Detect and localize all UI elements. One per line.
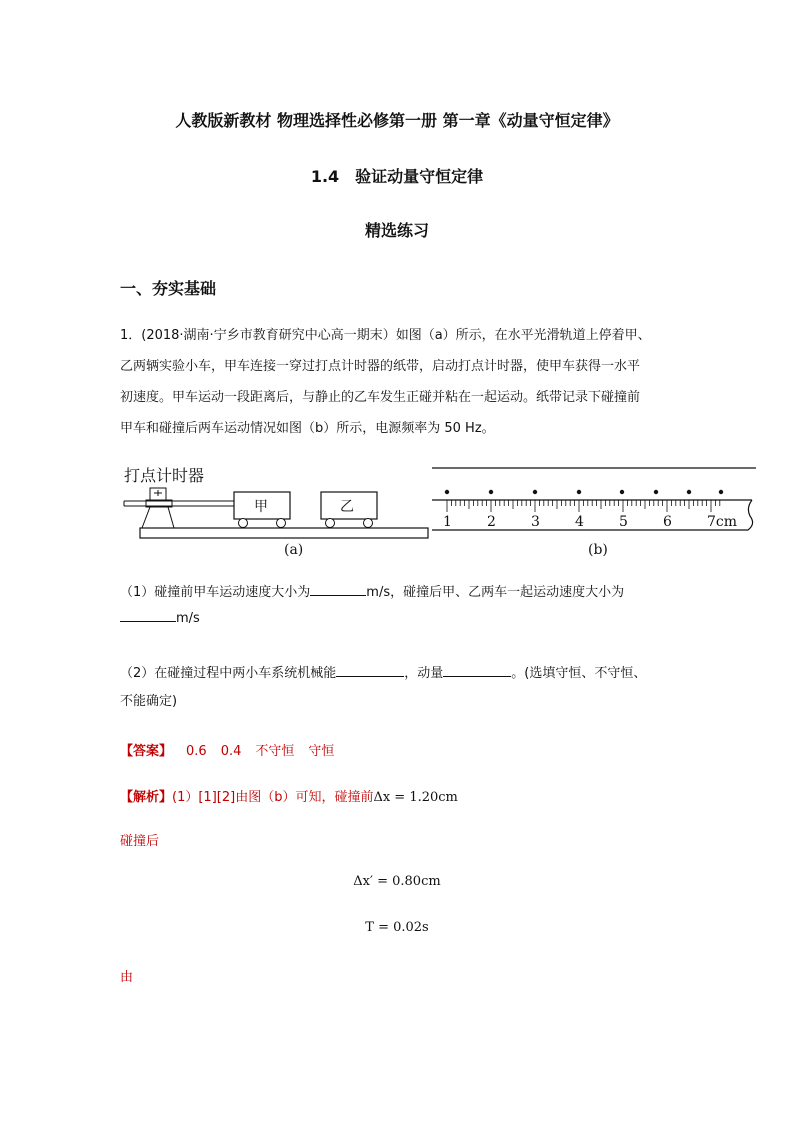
answer-value: 0.6 (186, 744, 207, 759)
figure-b (430, 460, 760, 564)
sub-question-text: m/s，碰撞后甲、乙两车一起运动速度大小为 (366, 585, 625, 600)
timer-label: 打点计时器 (124, 466, 205, 485)
equation: Δx′ = 0.80cm (353, 874, 441, 889)
answer-line (120, 736, 680, 767)
tape-dot (489, 490, 493, 494)
caption-b: (b) (588, 542, 608, 558)
lesson-subtitle: 1.4 验证动量守恒定律 (310, 167, 484, 186)
question-line: 1．(2018·湖南·宁乡市教育研究中心高一期末）如图（a）所示，在水平光滑轨道上停着甲、 (120, 328, 651, 343)
figure-a (118, 460, 434, 564)
sub-question-text: （2）在碰撞过程中两小车系统机械能 (120, 666, 337, 681)
document-title: 人教版新教材 物理选择性必修第一册 第一章《动量守恒定律》 (175, 111, 619, 130)
question-line: 乙两辆实验小车，甲车连接一穿过打点计时器的纸带，启动打点计时器，使甲车获得一水平 (120, 359, 641, 374)
question-1 (120, 320, 680, 444)
sub-question-text: （1）碰撞前甲车运动速度大小为 (120, 585, 311, 600)
question-line: 甲车和碰撞后两车运动情况如图（b）所示，电源频率为 50 Hz。 (120, 421, 495, 436)
answer-label: 【答案】 (120, 744, 173, 759)
tape-dot (445, 490, 449, 494)
analysis-text: 由 (120, 970, 134, 985)
ruler-label: 4 (575, 514, 584, 530)
ruler-label: 3 (531, 514, 540, 530)
answer-blank[interactable] (310, 583, 366, 596)
cart-b (321, 492, 377, 528)
answer-value: 不守恒 (255, 744, 295, 759)
sub-question-text: 。(选填守恒、不守恒、 (511, 666, 647, 681)
sub-question-1 (120, 580, 680, 632)
ruler-label: 5 (619, 514, 628, 530)
track (140, 528, 428, 538)
analysis-line (120, 782, 680, 813)
tape-dot (577, 490, 581, 494)
ruler-labels (443, 514, 737, 530)
ruler-ticks (447, 500, 720, 512)
equation: Δx = 1.20cm (373, 790, 458, 805)
sub-question-text: ，动量 (404, 666, 444, 681)
tape-dot (533, 490, 537, 494)
analysis-text: (1）[1][2]由图（b）可知，碰撞前 (172, 790, 374, 805)
caption-a: (a) (284, 542, 304, 558)
answer-blank[interactable] (443, 664, 511, 677)
answer-value: 0.4 (220, 744, 242, 759)
section-name: 精选练习 (364, 221, 429, 240)
cart-b-label: 乙 (340, 499, 354, 515)
tape-dot (620, 490, 624, 494)
tape-dot (654, 490, 658, 494)
analysis-label: 【解析】 (120, 790, 173, 805)
cart-a-label: 甲 (254, 499, 268, 515)
sub-question-2 (120, 660, 680, 716)
answer-blank[interactable] (120, 609, 176, 622)
sub-question-text: 不能确定) (120, 694, 178, 709)
section-heading: 一、夯实基础 (120, 279, 217, 298)
sub-question-text: m/s (176, 611, 200, 626)
equation: T = 0.02s (365, 920, 429, 935)
ruler-label: 1 (443, 514, 452, 530)
ruler-label: 2 (487, 514, 496, 530)
timer-icon (142, 488, 174, 528)
question-line: 初速度。甲车运动一段距离后，与静止的乙车发生正碰并粘在一起运动。纸带记录下碰撞前 (120, 390, 641, 405)
ruler-label: 7cm (707, 514, 738, 530)
tape-dot (687, 490, 691, 494)
ruler-label: 6 (663, 514, 672, 530)
answer-value: 守恒 (308, 744, 335, 759)
tape-dots (445, 490, 723, 494)
cart-a (234, 492, 290, 528)
tape-dot (719, 490, 723, 494)
answer-blank[interactable] (336, 664, 404, 677)
after-collision-label: 碰撞后 (120, 834, 160, 849)
